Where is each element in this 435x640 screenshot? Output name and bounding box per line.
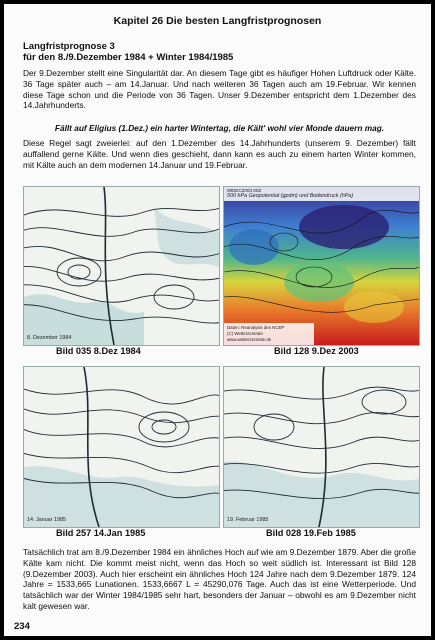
caption-bild-128: Bild 128 9.Dez 2003 [274,346,359,356]
caption-bild-257: Bild 257 14.Jan 1985 [56,528,146,538]
weather-proverb: Fällt auf Eligius (1.Dez.) ein harter Wintertag, die Kält' wohl vier Monde dauern mag. [54,123,385,133]
forecast-subtitle: Langfristprognose 3 [23,41,115,52]
weather-map-1984-12-08 [23,186,220,346]
geopotential-map [224,187,419,345]
isobar-map [24,367,219,527]
intro-paragraph: Der 9.Dezember stellt eine Singularität dar. An diesem Tage gibt es häufiger Hohen Luftdruck oder Kälte. 36 Tage später auch – am 14.Januar. Und nach weiteren 36 Tagen auch am 19.Februar. Wir kennen diese Tage schon und die Periode von 36 Tagen. Unser 9.Dezember entspricht dem 1.Dezember des 14.Jahrhunderts. [23,68,416,111]
caption-bild-035: Bild 035 8.Dez 1984 [56,346,141,356]
reanalysis-source-1: Daten: Reanalysis des NCEP [227,325,285,330]
reanalysis-map-2003-12-09 [223,186,420,346]
reanalysis-legend-title: 500 hPa Geopotential (gpdm) und Bodendruck (hPa) [227,193,354,199]
forecast-date-range: für den 8./9.Dezember 1984 + Winter 1984/1985 [23,52,234,63]
chapter-title: Kapitel 26 Die besten Langfristprognosen [113,15,322,27]
map-date-stamp: 14. Januar 1985 [27,517,66,523]
conclusion-paragraph: Tatsächlich trat am 8./9.Dezember 1984 ein ähnliches Hoch auf wie am 9.Dezember 1879. Aber die große Kälte kam nicht. Die kommt meist nicht, wenn das Hoch so weit südlich ist. Interessant ist Bild 128 (9.Dezember 2003). Auch hier erscheint ein ähnliches Hoch 124 Jahre nach dem 9.Dezember 1879. 124 Jahre = 1533,665 Lunationen. 1533,6667 L = 45290,076 Tage. Auch das ist eine Wetterperiode. Und tatsächlich war der Winter 1984/1985 sehr hart, besonders der Januar – obwohl es am 9.Dezember nicht kalt gewesen war. [23,547,416,611]
page-number: 234 [14,621,30,632]
isobar-map [224,367,419,527]
isobar-map [24,187,219,345]
weather-map-1985-01-14 [23,366,220,528]
reanalysis-source-3: www.wetterzentrale.de [227,337,272,342]
weather-map-1985-02-19 [223,366,420,528]
rule-paragraph: Diese Regel sagt zweierlei: auf den 1.Dezember des 14.Jahrhunderts (unserem 9. Dezember) fällt auffallend gerne Kälte. Und wenn dies geschieht, dann kann es auch zu einem harten Winter kommen, mit Kälte auch an dem modernen 14.Januar und 19.Februar. [23,138,416,170]
reanalysis-timestamp: 09DEC2003 00Z [227,188,262,193]
book-page [4,4,431,636]
caption-bild-028: Bild 028 19.Feb 1985 [266,528,356,538]
map-date-stamp: 19. Februar 1985 [227,517,269,523]
reanalysis-source-2: (C) Wetterzentrale [227,331,263,336]
map-date-stamp: 8. Dezember 1984 [27,335,72,341]
